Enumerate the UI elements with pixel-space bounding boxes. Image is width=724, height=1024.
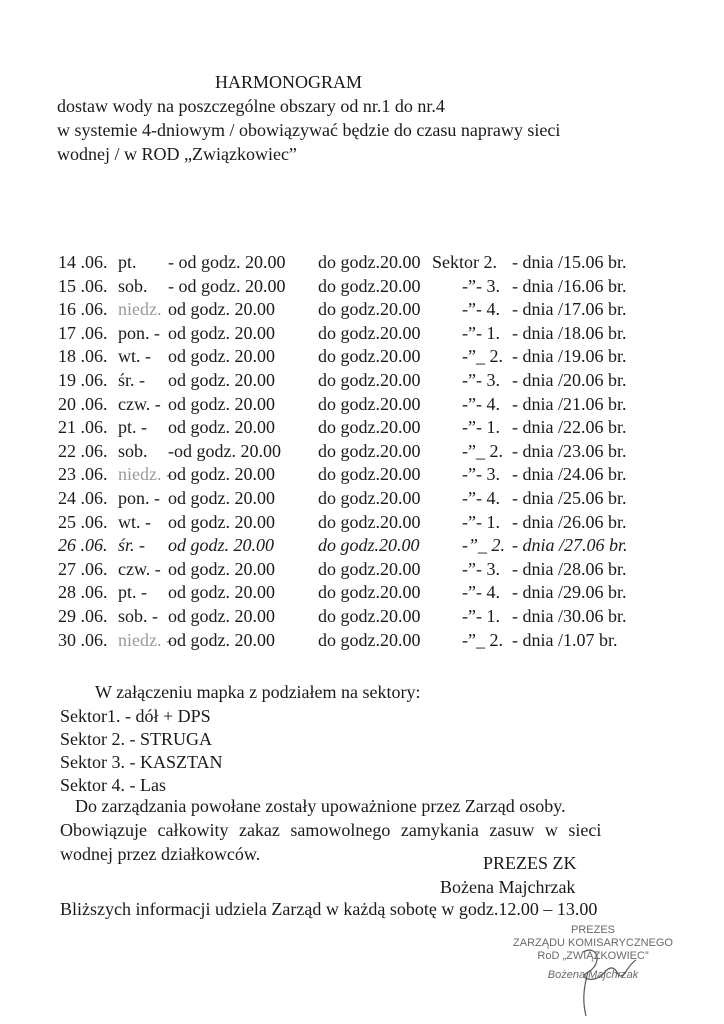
row-day: sob. <box>118 275 148 296</box>
schedule-row <box>0 252 724 276</box>
row-day: czw. - <box>118 558 161 579</box>
row-to: do godz.20.00 <box>318 346 421 367</box>
row-date: 25 .06. <box>58 511 108 532</box>
row-until: - dnia /30.06 br. <box>512 606 627 626</box>
schedule-row <box>0 488 724 512</box>
row-date: 14 .06. <box>58 252 108 272</box>
row-from: od godz. 20.00 <box>168 322 275 343</box>
row-date: 22 .06. <box>58 440 108 461</box>
row-to: do godz.20.00 <box>318 511 421 532</box>
row-day: pt. <box>118 252 137 272</box>
row-until: - dnia /24.06 br. <box>512 464 627 485</box>
schedule-row <box>0 417 724 441</box>
stamp-line: ZARZĄDU KOMISARYCZNEGO <box>513 937 673 949</box>
schedule-row <box>0 464 724 488</box>
row-day: sob. - <box>118 606 158 626</box>
row-date: 30 .06. <box>58 629 108 650</box>
sector-item: Sektor 3. - KASZTAN <box>60 752 223 772</box>
row-from: od godz. 20.00 <box>168 535 275 556</box>
row-date: 28 .06. <box>58 582 108 603</box>
row-until: - dnia /16.06 br. <box>512 275 627 296</box>
stamp-line: PREZES <box>570 924 615 936</box>
row-from: -od godz. 20.00 <box>168 440 281 461</box>
row-to: do godz.20.00 <box>318 370 421 390</box>
row-from: od godz. 20.00 <box>168 488 275 508</box>
row-sector: -”_ 2. <box>462 535 506 556</box>
sector-item: Sektor 2. - STRUGA <box>60 729 212 749</box>
row-date: 19 .06. <box>58 370 108 390</box>
row-to: do godz.20.00 <box>318 558 421 579</box>
row-until: - dnia /1.07 br. <box>512 629 618 650</box>
row-from: od godz. 20.00 <box>168 558 275 579</box>
schedule-row <box>0 512 724 536</box>
intro-line-1: dostaw wody na poszczególne obszary od nr.1 do nr.4 <box>57 96 445 116</box>
schedule-row <box>0 582 724 606</box>
row-sector: -”_ 2. <box>462 440 503 461</box>
intro-line-2: w systemie 4-dniowym / obowiązywać będzie do czasu naprawy sieci <box>57 120 561 140</box>
row-day: śr. - <box>118 370 145 390</box>
row-day: niedz. - <box>118 629 172 650</box>
row-to: do godz.20.00 <box>318 299 421 320</box>
row-until: - dnia /23.06 br. <box>512 440 627 461</box>
sector-item: Sektor1. - dół + DPS <box>60 706 211 726</box>
row-to: do godz.20.00 <box>318 393 421 414</box>
row-from: od godz. 20.00 <box>168 606 275 626</box>
row-date: 16 .06. <box>58 299 108 320</box>
row-date: 24 .06. <box>58 488 108 508</box>
schedule-row <box>0 559 724 583</box>
stamp-line: Bożena Majchrzak <box>547 969 639 981</box>
row-day: pon. - <box>118 322 160 343</box>
row-day: pt. - <box>118 417 147 438</box>
row-from: - od godz. 20.00 <box>168 252 286 272</box>
row-sector: -”_ 2. <box>462 629 503 650</box>
row-sector: -”- 3. <box>462 275 500 296</box>
row-sector: Sektor 2. <box>432 252 497 272</box>
document-title: HARMONOGRAM <box>215 72 363 92</box>
schedule-row <box>0 606 724 630</box>
row-date: 15 .06. <box>58 275 108 296</box>
row-date: 20 .06. <box>58 393 108 414</box>
row-from: od godz. 20.00 <box>168 464 275 485</box>
schedule-row <box>0 535 724 559</box>
row-day: sob. <box>118 440 148 461</box>
intro-line-3: wodnej / w ROD „Związkowiec” <box>57 144 297 164</box>
row-from: od godz. 20.00 <box>168 346 275 367</box>
row-sector: -”- 4. <box>462 488 500 508</box>
row-sector: -”- 4. <box>462 393 500 414</box>
schedule-row <box>0 394 724 418</box>
row-day: wt. - <box>118 511 151 532</box>
row-date: 23 .06. <box>58 464 108 485</box>
row-from: od godz. 20.00 <box>168 299 275 320</box>
row-date: 17 .06. <box>58 322 108 343</box>
row-from: od godz. 20.00 <box>168 511 275 532</box>
row-sector: -”- 1. <box>462 417 500 438</box>
schedule-row <box>0 299 724 323</box>
row-day: niedz. <box>118 299 162 320</box>
row-to: do godz.20.00 <box>318 252 421 272</box>
schedule-row <box>0 370 724 394</box>
row-sector: -”- 4. <box>462 582 500 603</box>
row-until: - dnia /28.06 br. <box>512 558 627 579</box>
row-sector: -”- 3. <box>462 558 500 579</box>
handwritten-signature-icon <box>508 924 678 1016</box>
row-until: - dnia /20.06 br. <box>512 370 627 390</box>
signature-role: PREZES ZK <box>483 853 577 873</box>
row-until: - dnia /29.06 br. <box>512 582 627 603</box>
row-sector: -”- 3. <box>462 464 500 485</box>
row-day: śr. - <box>118 535 146 556</box>
row-to: do godz.20.00 <box>318 488 421 508</box>
official-stamp <box>508 924 678 1016</box>
row-day: pt. - <box>118 582 147 603</box>
row-until: - dnia /27.06 br. <box>512 535 628 556</box>
schedule-row <box>0 630 724 654</box>
row-to: do godz.20.00 <box>318 417 421 438</box>
note-line: wodnej przez działkowców. <box>60 844 261 864</box>
row-to: do godz.20.00 <box>318 535 420 556</box>
schedule-row <box>0 276 724 300</box>
row-from: od godz. 20.00 <box>168 582 275 603</box>
row-until: - dnia /17.06 br. <box>512 299 627 320</box>
sector-item: Sektor 4. - Las <box>60 775 166 795</box>
schedule-row <box>0 441 724 465</box>
row-until: - dnia /22.06 br. <box>512 417 627 438</box>
row-date: 27 .06. <box>58 558 108 579</box>
row-until: - dnia /18.06 br. <box>512 322 627 343</box>
row-to: do godz.20.00 <box>318 582 421 603</box>
row-until: - dnia /21.06 br. <box>512 393 627 414</box>
row-sector: -”- 4. <box>462 299 500 320</box>
note-line: Do zarządzania powołane zostały upoważnione przez Zarząd osoby. <box>75 796 566 816</box>
row-to: do godz.20.00 <box>318 275 421 296</box>
sectors-intro: W załączeniu mapka z podziałem na sektory: <box>95 682 421 702</box>
row-to: do godz.20.00 <box>318 322 421 343</box>
row-until: - dnia /25.06 br. <box>512 488 627 508</box>
row-to: do godz.20.00 <box>318 464 421 485</box>
row-from: od godz. 20.00 <box>168 629 275 650</box>
row-sector: -”- 1. <box>462 322 500 343</box>
row-day: pon. - <box>118 488 160 508</box>
row-until: - dnia /19.06 br. <box>512 346 627 367</box>
row-date: 26 .06. <box>58 535 108 556</box>
signature-name: Bożena Majchrzak <box>440 877 576 897</box>
schedule-row <box>0 346 724 370</box>
row-from: od godz. 20.00 <box>168 393 275 414</box>
row-from: od godz. 20.00 <box>168 370 275 390</box>
row-date: 18 .06. <box>58 346 108 367</box>
stamp-line: RoD „ZWIĄZKOWIEC” <box>537 950 649 962</box>
row-until: - dnia /26.06 br. <box>512 511 627 532</box>
row-to: do godz.20.00 <box>318 629 421 650</box>
info-line: Bliższych informacji udziela Zarząd w każdą sobotę w godz.12.00 – 13.00 <box>60 899 598 919</box>
row-to: do godz.20.00 <box>318 606 421 626</box>
row-day: czw. - <box>118 393 161 414</box>
row-day: wt. - <box>118 346 151 367</box>
row-to: do godz.20.00 <box>318 440 421 461</box>
row-sector: -”- 1. <box>462 606 500 626</box>
row-sector: -”- 3. <box>462 370 500 390</box>
row-from: od godz. 20.00 <box>168 417 275 438</box>
row-day: niedz. - <box>118 464 172 485</box>
row-until: - dnia /15.06 br. <box>512 252 627 272</box>
row-date: 21 .06. <box>58 417 108 438</box>
schedule-row <box>0 323 724 347</box>
row-from: - od godz. 20.00 <box>168 275 286 296</box>
note-line: Obowiązuje całkowity zakaz samowolnego zamykania zasuw w sieci <box>60 820 602 840</box>
row-sector: -”- 1. <box>462 511 500 532</box>
row-date: 29 .06. <box>58 606 108 626</box>
row-sector: -”_ 2. <box>462 346 503 367</box>
